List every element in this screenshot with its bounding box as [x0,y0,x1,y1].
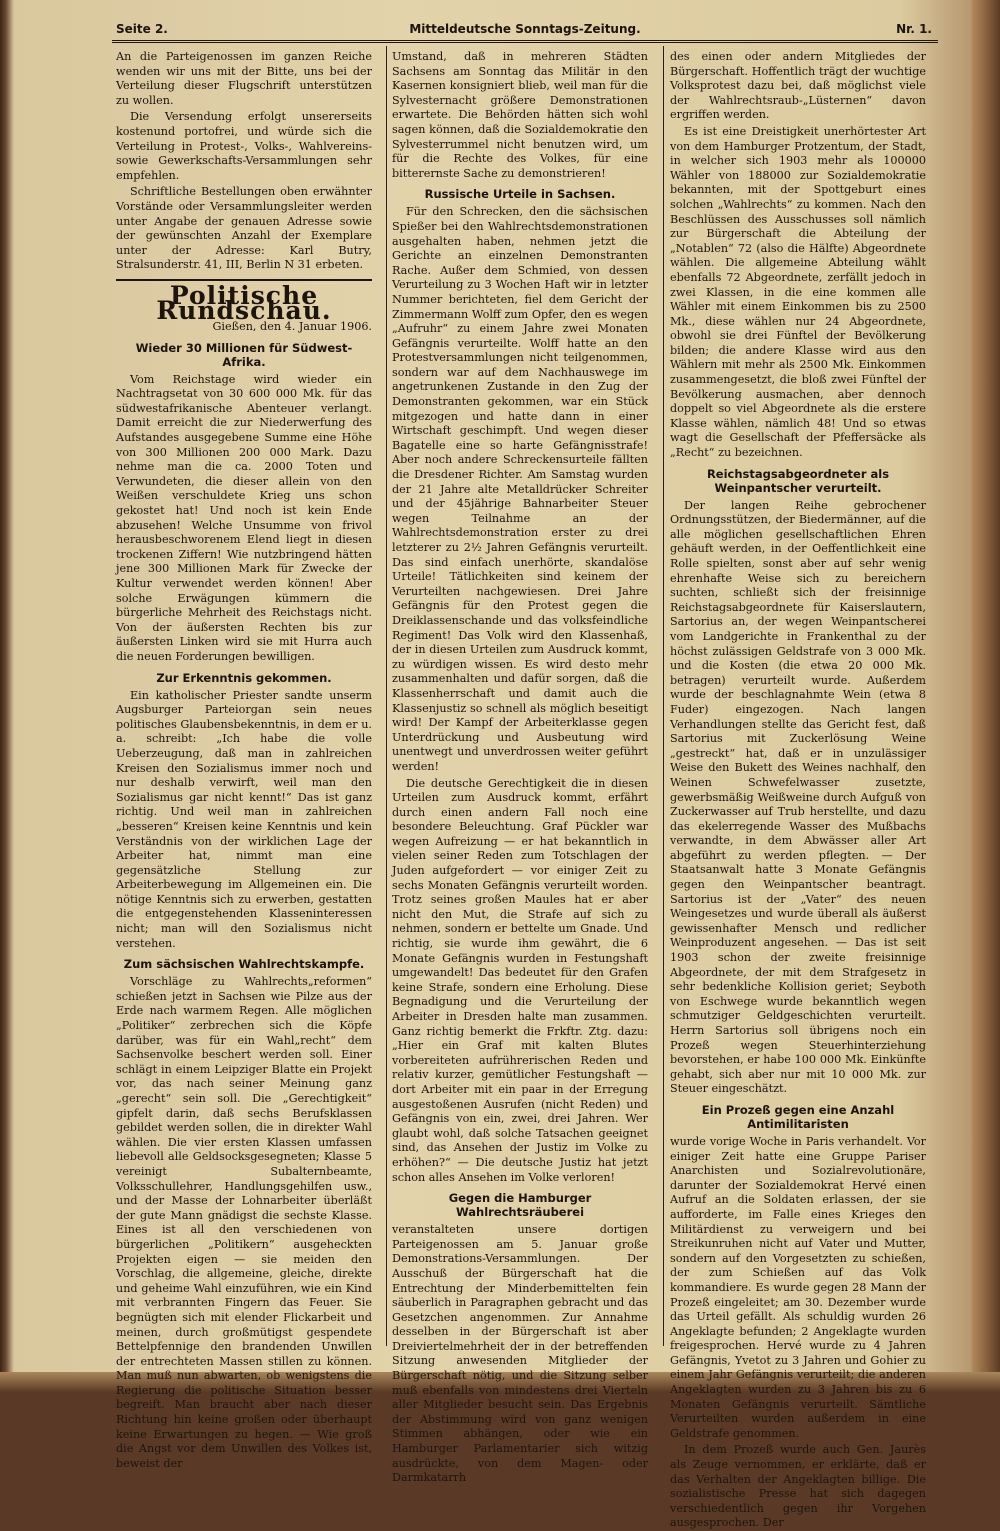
article-heading: Zur Erkenntnis gekommen. [156,670,332,685]
article-heading: Gegen die Hamburger Wahlrechtsräuberei [448,1191,592,1220]
paragraph: veranstalteten unsere dortigen Parteigenossen am 5. Januar große Demonstrations-Versammlungen. Der Ausschuß der Bürgerschaft hat die Entrechtung der Minderbemittelten fein säuberlich in Paragraphen gebracht und das Gesetzchen angenommen. Zur Annahme desselben in der Bürgerschaft ist aber Dreiviertelmehrheit der in der betreffenden Sitzung anwesenden Mitglieder der Bürgerschaft nötig, und die Sitzung selber muß ebenfalls von mindestens drei Vierteln aller Mitglieder besucht sein. Das Ergebnis der Abstimmung wird von ganz wenigen Stimmen abhängen, oder wie ein Hamburger Parlamentarier sich witzig ausdrückte, von dem Magen- oder Darmkatarrh [392,1223,648,1485]
paragraph: des einen oder andern Mitgliedes der Bürgerschaft. Hoffentlich trägt der wuchtige Volksprotest dazu bei, daß möglichst viele der Wahlrechtsraub-„Lüsternen“ davon ergriffen werden. [670,50,926,122]
section-title: Politische Rundschau. [156,280,332,325]
article-heading: Ein Prozeß gegen eine Anzahl Antimilitaristen [701,1102,895,1131]
paragraph: Die Versendung erfolgt unsererseits kostenund portofrei, und würde sich die Verteilung in Protest-, Volks-, Wahlvereins- sowie Gewerkschafts-Versammlungen sehr empfehlen. [116,110,372,182]
paragraph: wurde vorige Woche in Paris verhandelt. Vor einiger Zeit hatte eine Gruppe Pariser Anarchisten und Sozialrevolutionäre, darunter der Sozialdemokrat Hervé einen Aufruf an die Soldaten erlassen, der sie aufforderte, im Falle eines Krieges den Militärdienst zu verweigern und bei Streikunruhen nicht auf Vater und Mutter, sondern auf den Vorgesetzten zu schießen, der zum Schießen auf das Volk kommandiere. Es wurde gegen 28 Mann der Prozeß eingeleitet; am 30. Dezember wurde das Urteil gefällt. Als schuldig wurden 26 Angeklagte befunden; 2 Angeklagte wurden freigesprochen. Hervé wurde zu 4 Jahren Gefängnis, Yvetot zu 3 Jahren und Gohier zu einem Jahr Gefängnis verurteilt; die anderen Angeklagten wurden zu 3 Jahren bis zu 6 Monaten Gefängnis verurteilt. Sämtliche Verurteilten wurden außerdem in eine Geldstrafe genommen. [670,1134,926,1440]
article-heading: Russische Urteile in Sachsen. [424,187,616,202]
paragraph: Die deutsche Gerechtigkeit die in diesen Urteilen zum Ausdruck kommt, erfährt durch einen andern Fall noch eine besondere Beleuchtung. Graf Pückler war wegen Aufreizung — er hat bekanntlich in vielen seiner Reden zum Totschlagen der Juden aufgefordert — vor einiger Zeit zu sechs Monaten Gefängnis verurteilt worden. Trotz seines großen Maules hat er aber nicht den Mut, die Strafe auf sich zu nehmen, sondern er bettelte um Gnade. Und richtig, sie wurde ihm gewährt, die 6 Monate Gefängnis wurden in Festungshaft umgewandelt! Das bedeutet für den Grafen keine Strafe, sondern eine Erholung. Diese Begnadigung und die Verurteilung der Arbeiter in Dresden halte man zusammen. Ganz richtig bemerkt die Frkftr. Ztg. dazu: „Hier ein Graf mit kalten Blutes vorbereiteten aufrührerischen Reden und relativ kurzer, gemütlicher Festungshaft — dort Arbeiter mit ein paar in der Erregung ausgestoßenen Ausrufen (nicht Reden) und Gefängnis von ein, zwei, drei Jahren. Wer glaubt wohl, daß solche Tatsachen geeignet sind, das Ansehen der Justiz im Volke zu erhöhen?“ — Die deutsche Justiz hat jetzt schon alles Ansehen im Volke verloren! [392,776,648,1184]
paragraph: Vorschläge zu Wahlrechts„reformen“ schießen jetzt in Sachsen wie Pilze aus der Erde nach warmem Regen. Alle möglichen „Politiker“ zerbrechen sich die Köpfe darüber, was für ein Wahl„recht“ dem Sachsenvolke beschert werden soll. Einer schlägt in einem Leipziger Blatte ein Projekt vor, das nach seiner Meinung ganz „gerecht“ sein soll. Die „Gerechtigkeit“ gipfelt darin, daß sechs Berufsklassen gebildet werden sollen, die in direkter Wahl wählen. Die vier ersten Klassen umfassen liebevoll alle Geldsocksgesegneten; Klasse 5 vereinigt Subalternbeamte, Volksschullehrer, Handlungsgehilfen usw., und der Masse der Lohnarbeiter überläßt der gute Mann gnädigst die sechste Klasse. Eines ist all den verschiedenen von bürgerlichen „Politikern“ ausgeheckten Projekten eigen — sie meiden den Vorschlag, die allgemeine, gleiche, direkte und geheime Wahl einzuführen, wie ein Kind mit verbrannten Fingern das Feuer. Sie begnügten sich mit elender Flickarbeit und meinen, durch großmütigst gespendete Bettelpfennige den brandenden Unwillen der entrechteten Massen stillen zu können. Man muß nun abwarten, ob wenigstens die Regierung die politische Situation besser begreift. Man braucht aber nach dieser Richtung hin keine großen oder überhaupt keine Erwartungen zu hegen. — Wie groß die Angst vor dem Unwillen des Volkes ist, beweist der [116,975,372,1470]
paragraph: An die Parteigenossen im ganzen Reiche wenden wir uns mit der Bitte, uns bei der Verteilung dieser Flugschrift unterstützen zu wollen. [116,50,372,107]
page-number: Seite 2. [116,22,168,36]
article-heading: Zum sächsischen Wahlrechtskampfe. [123,957,365,972]
paragraph: Für den Schrecken, den die sächsischen Spießer bei den Wahlrechtsdemonstrationen ausgehalten haben, nehmen jetzt die Gerichte an einzelnen Demonstranten Rache. Außer dem Schmied, von dessen Verurteilung zu 3 Wochen Haft wir in letzter Nummer berichteten, fiel dem Gericht der Zimmermann Wolff zum Opfer, den es wegen „Aufruhr“ zu einem Jahre zwei Monaten Gefängnis verurteilte. Wolff hatte an den Protestversammlungen nicht teilgenommen, sondern war auf dem Nachhauswege im angetrunkenen Zustande in den Zug der Demonstranten gekommen, war ein Stück mitgezogen und hatte dann in einer Wirtschaft geschimpft. Und wegen dieser Bagatelle eine so harte Gefängnisstrafe! Aber noch andere Schreckensurteile fällten die Dresdener Richter. Am Samstag wurden der 21 Jahre alte Metalldrücker Schreiter und der 45jährige Bahnarbeiter Steuer wegen Teilnahme an der Wahlrechtsdemonstration erster zu drei letzterer zu 2½ Jahren Gefängnis verurteilt. Das sind einfach unerhörte, skandalöse Urteile! Tätlichkeiten sind keinem der Verurteilten nachgewiesen. Drei Jahre Gefängnis für den Protest gegen die Dreiklassenschande und das volksfeindliche Regiment! Das Volk wird den Klassenhaß, der in diesen Urteilen zum Ausdruck kommt, zu würdigen wissen. Es wird desto mehr zusammenhalten und dafür sorgen, daß die Klassenherrschaft und damit auch die Klassenjustiz so schnell als möglich beseitigt wird! Der Kampf der Arbeiterklasse gegen Unterdrückung und Ausbeutung wird unentwegt und unverdrossen weiter geführt werden! [392,205,648,773]
header-rule [112,40,938,43]
page-header [112,18,938,40]
column-1 [116,50,372,1470]
book-edge-right [972,0,1000,1392]
article-heading: Reichstagsabgeordneter als Weinpantscher verurteilt. [706,466,890,495]
paragraph: Umstand, daß in mehreren Städten Sachsens am Sonntag das Militär in den Kasernen konsigniert blieb, weil man für die Sylvesternacht größere Demonstrationen erwartete. Die Behörden hätten sich wohl sagen können, daß die Sozialdemokratie den Sylvesterrummel nicht benutzen wird, um für die Rechte des Volkes, für eine bitterernste Sache zu demonstrieren! [392,50,648,180]
paragraph: Vom Reichstage wird wieder ein Nachtragsetat von 30 600 000 Mk. für das südwestafrikanische Abenteuer verlangt. Damit erreicht die zur Niederwerfung des Aufstandes ausgegebene Summe eine Höhe von 300 Millionen 200 000 Mark. Dazu nehme man die ca. 2000 Toten und Verwundeten, die dieser allein von den Weißen verschuldete Krieg uns schon gekostet hat! Und noch ist kein Ende abzusehen! Welche Unsumme von frivol herausbeschworenem Elend liegt in diesen trockenen Ziffern! Wie nutzbringend hätten jene 300 Millionen Mark für Zwecke der Kultur verwendet werden können! Aber solche Erwägungen kümmern die bürgerliche Mehrheit des Reichstags nicht. Von der äußersten Rechten bis zur äußersten Linken wird sie mit Hurra auch die neuen Forderungen bewilligen. [116,372,372,663]
paragraph: Es ist eine Dreistigkeit unerhörtester Art von dem Hamburger Protzentum, der Stadt, in welcher sich 1903 mehr als 100000 Wähler von 188000 zur Sozialdemokratie bekannten, mit der Spottgeburt eines solchen „Wahlrechts“ zu kommen. Nach den Beschlüssen des Ausschusses soll nämlich zur Bürgerschaft die Abteilung der „Notablen“ 72 (also die Hälfte) Abgeordnete wählen. Die allgemeine Abteilung wählt ebenfalls 72 Abgeordnete, zerfällt jedoch in zwei Klassen, in die eine kommen alle Wähler mit einem Einkommen bis zu 2500 Mk., diese wählen nur 24 Abgeordnete, obwohl sie drei Fünftel der Bevölkerung bilden; die andere Klasse wird aus den Wählern mit mehr als 2500 Mk. Einkommen zusammengesetzt, die bloß zwei Fünftel der Bevölkerung ausmachen, aber dennoch doppelt so viel Abgeordnete als die erstere Klasse wählen, nämlich 48! Und so etwas wagt die Gesellschaft der Pfeffersäcke als „Recht“ zu bezeichnen. [670,124,926,460]
column-divider [663,46,664,1346]
paragraph: In dem Prozeß wurde auch Gen. Jaurès als Zeuge vernommen, er erklärte, daß er das Verhalten der Angeklagten billige. Die sozialistische Presse hat sich dagegen verschiedentlich gegen ihr Vorgehen ausgesprochen. Der [670,1443,926,1530]
column-divider [386,46,387,1346]
newspaper-title: Mitteldeutsche Sonntags-Zeitung. [409,22,641,36]
column-3 [670,50,926,1530]
column-2 [392,50,648,1485]
article-heading: Wieder 30 Millionen für Südwest-Afrika. [135,340,353,369]
dateline: Gießen, den 4. Januar 1906. [212,320,372,334]
paragraph: Schriftliche Bestellungen oben erwähnter Vorstände oder Versammlungsleiter werden unter Angabe der genauen Adresse sowie der gewünschten Anzahl der Exemplare unter der Adresse: Karl Butry, Stralsunderstr. 41, III, Berlin N 31 erbeten. [116,185,372,272]
paragraph: Ein katholischer Priester sandte unserm Augsburger Parteiorgan sein neues politisches Glaubensbekenntnis, in dem er u. a. schreibt: „Ich habe die volle Ueberzeugung, daß man in zahlreichen Kreisen den Sozialismus immer noch und nur deshalb verwirft, weil man den Sozialismus gar nicht kennt!“ Das ist ganz richtig. Und weil man in zahlreichen „besseren“ Kreisen keine Kenntnis und kein Verständnis von der wirklichen Lage der Arbeiter hat, nimmt man eine gegensätzliche Stellung zur Arbeiterbewegung im Allgemeinen ein. Die nötige Kenntnis sich zu erwerben, gestatten die entgegenstehenden Klasseninteressen nicht; man will den Sozialismus nicht verstehen. [116,688,372,950]
paragraph: Der langen Reihe gebrochener Ordnungsstützen, der Biedermänner, auf die alle möglichen gesellschaftlichen Ehren gehäuft werden, in der Oeffentlichkeit eine Rolle spielten, sonst aber auf sehr wenig ehrenhafte Weise sich zu bereichern suchten, schließt sich der freisinnige Reichstagsabgeordnete für Kaiserslautern, Sartorius an, der wegen Weinpantscherei vom Landgerichte in Frankenthal zu der höchst zulässigen Geldstrafe von 3 000 Mk. und die Kosten (die etwa 20 000 Mk. betragen) verurteilt wurde. Außerdem wurde der beschlagnahmte Wein (etwa 8 Fuder) eingezogen. Nach langen Verhandlungen stellte das Gericht fest, daß Sartorius mit Zuckerlösung Weine „gestreckt“ hat, daß er in unzulässiger Weise den Bukett des Weines nachhalf, den Weinen Schwefelwasser zusetzte, gewerbsmäßig Weißweine durch Aufguß von Zuckerwasser auf Trub herstellte, und dazu das ekelerregende Wasser des Mußbachs verwandte, in dem Abwässer aller Art abgeführt zu werden pflegten. — Der Staatsanwalt hatte 3 Monate Gefängnis gegen den Weinpantscher beantragt. Sartorius ist der „Vater“ des neuen Weingesetzes und wurde überall als äußerst gewissenhafter Mensch und redlicher Weinproduzent angesehen. — Das ist seit 1903 schon der zweite freisinnige Abgeordnete, der mit dem Strafgesetz in sehr bedenkliche Kollision geriet; Seyboth von Eschwege wurde bekanntlich wegen schmutziger Geldgeschichten verurteilt. Herrn Sartorius soll übrigens noch ein Prozeß wegen Steuerhinterziehung bevorstehen, er habe 100 000 Mk. Einkünfte gehabt, sich aber nur mit 10 000 Mk. zur Steuer eingeschätzt. [670,498,926,1096]
issue-number: Nr. 1. [896,22,932,36]
